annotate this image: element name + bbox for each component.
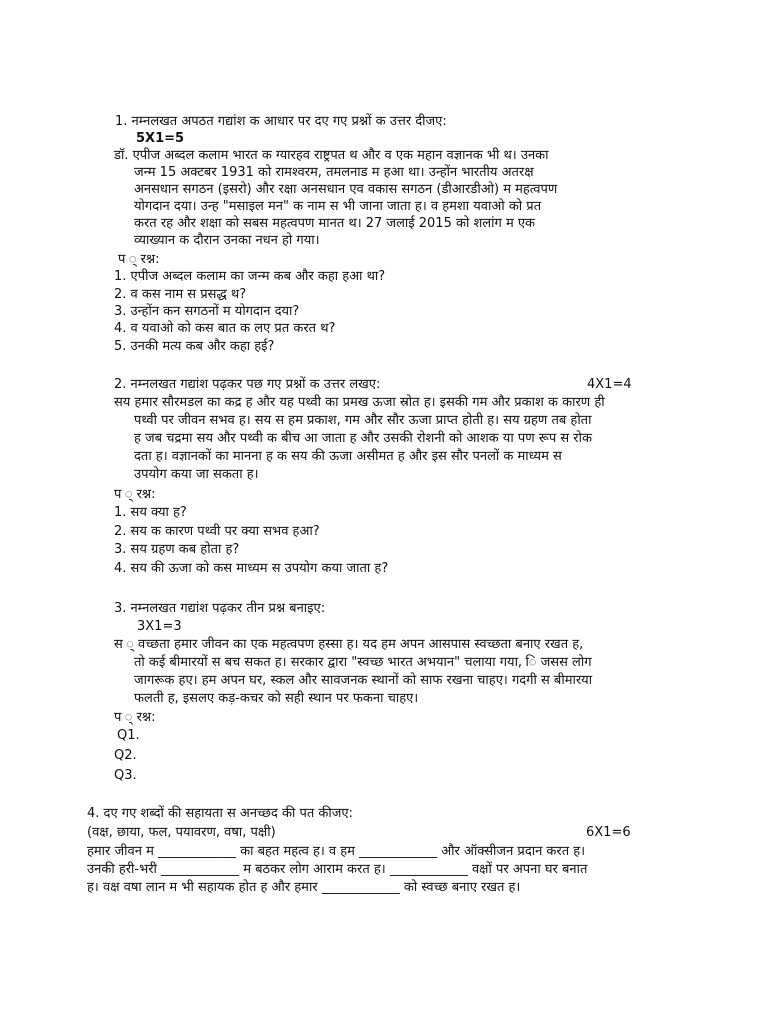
section3-question: Q3. [114, 768, 137, 783]
section2-question: 3. सय ग्रहण कब होता ह? [114, 542, 240, 557]
section3-passage-line: स ् वच्छता हमार जीवन का एक महत्वपण हस्सा ह। यद हम अपन आसपास स्वच्छता बनाए रखत ह, [114, 637, 584, 652]
section2-passage-line: सय हमार सौरमडल का कद्र ह और यह पथ्वी का प्रमख ऊजा स्रोत ह। इसकी गम और प्रकाश क कारण ही [114, 395, 605, 410]
section2-heading: 2. नम्नलखत गद्यांश पढ़कर पछ गए प्रश्नों क उत्तर लखए: [114, 377, 381, 392]
section2-passage-line: उपयोग कया जा सकता ह। [134, 467, 259, 482]
section2-question: 2. सय क कारण पथ्वी पर क्या सभव हआ? [114, 524, 320, 539]
section3-question: Q2. [114, 748, 137, 763]
section3-questions-label: प ् रश्न: [114, 710, 156, 725]
section1-question: 1. एपीज अब्दल कलाम का जन्म कब और कहा हआ था? [114, 269, 386, 284]
section1-questions-label: प ् रश्न: [118, 252, 160, 267]
section1-passage-line: अनसधान सगठन (इसरो) और रक्षा अनसधान एव वकास सगठन (डीआरडीओ) म महत्वपण [134, 182, 558, 197]
section2-passage-line: ह जब चद्रमा सय और पथ्वी क बीच आ जाता ह और उसकी रोशनी को आशक या पण रूप स रोक [134, 431, 592, 446]
section4-word-list: (वक्ष, छाया, फल, पयावरण, वषा, पक्षी) [87, 825, 276, 840]
section1-heading: 1. नम्नलखत अपठत गद्यांश क आधार पर दए गए प्रश्नों क उत्तर दीजए: [115, 114, 447, 129]
section1-marks: 5X1=5 [136, 131, 185, 146]
section3-passage-line: जागरूक हए। हम अपन घर, स्कल और सावजनक स्थानों को साफ रखना चाहए। गदगी स बीमारया [134, 673, 593, 688]
section1-passage-line: व्याख्यान क दौरान उनका नधन हो गया। [134, 233, 320, 248]
section4-fill-line: हमार जीवन म ____________ का बहत महत्व ह। व हम ____________ और ऑक्सीजन प्रदान करत ह। [87, 844, 586, 859]
section1-passage-line: डॉ. एपीज अब्दल कलाम भारत क ग्यारहव राष्ट्रपत थ और व एक महान वज्ञानक भी थ। उनका [114, 148, 549, 163]
section4-heading: 4. दए गए शब्दों की सहायता स अनच्छद की पत कीजए: [87, 806, 353, 821]
section2-passage-line: दता ह। वज्ञानकों का मानना ह क सय की ऊजा असीमत ह और इस सौर पनलों क माध्यम स [134, 449, 562, 464]
section1-question: 5. उनकी मत्य कब और कहा हई? [114, 339, 275, 354]
section4-fill-line: उनकी हरी-भरी ____________ म बठकर लोग आराम करत ह। ____________ वक्षों पर अपना घर बनात [87, 862, 588, 877]
section1-passage-line: जन्म 15 अक्टबर 1931 को रामश्वरम, तमलनाड म हआ था। उन्होंन भारतीय अतरक्ष [134, 165, 534, 180]
section3-passage-line: तो कई बीमारयों स बच सकत ह। सरकार द्वारा "स्वच्छ भारत अभयान" चलाया गया, ि जसस लोग [134, 655, 592, 670]
section1-passage-line: करत रह और शक्षा को सबस महत्वपण मानत थ। 27 जलाई 2015 को शलांग म एक [134, 216, 536, 231]
section2-marks: 4X1=4 [587, 377, 632, 392]
section1-question: 3. उन्होंन कन सगठनों म योगदान दया? [114, 304, 300, 319]
section3-heading: 3. नम्नलखत गद्यांश पढ़कर तीन प्रश्न बनाइए: [114, 601, 326, 616]
section2-question: 1. सय क्या ह? [114, 505, 187, 520]
section3-marks: 3X1=3 [137, 619, 182, 634]
section2-passage-line: पथ्वी पर जीवन सभव ह। सय स हम प्रकाश, गम और सौर ऊजा प्राप्त होती ह। सय ग्रहण तब होता [134, 413, 592, 428]
section1-question: 4. व यवाओ को कस बात क लए प्रत करत थ? [114, 321, 336, 336]
section3-passage-line: फलती ह, इसलए कड़-कचर को सही स्थान पर फकना चाहए। [134, 691, 419, 706]
section2-question: 4. सय की ऊजा को कस माध्यम स उपयोग कया जाता ह? [114, 561, 389, 576]
section4-marks: 6X1=6 [586, 825, 631, 840]
section2-questions-label: प ् रश्न: [114, 487, 156, 502]
section3-question: Q1. [117, 728, 140, 743]
section1-question: 2. व कस नाम स प्रसद्ध थ? [114, 287, 247, 302]
section1-passage-line: योगदान दया। उन्ह "मसाइल मन" क नाम स भी जाना जाता ह। व हमशा यवाओ को प्रत [134, 199, 542, 214]
section4-fill-line: ह। वक्ष वषा लान म भी सहायक होत ह और हमार ____________ को स्वच्छ बनाए रखत ह। [87, 880, 521, 895]
